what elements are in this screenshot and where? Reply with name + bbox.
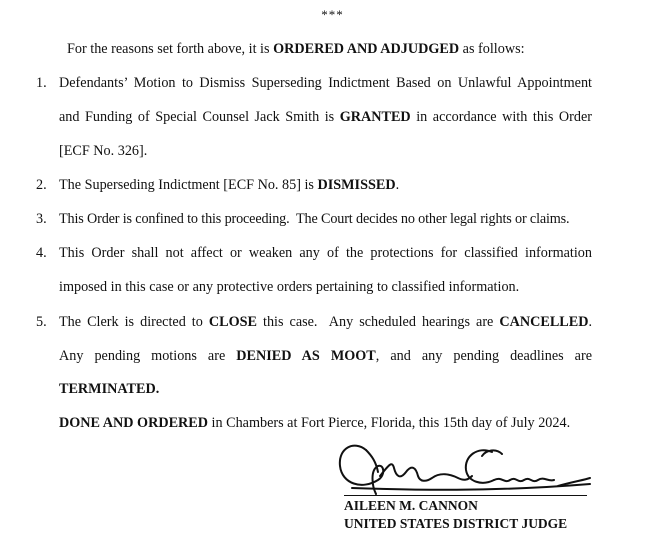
handwritten-signature xyxy=(332,432,597,502)
item-5-bold-close: CLOSE xyxy=(208,314,257,330)
item-number: 2. xyxy=(36,177,47,193)
signature-line xyxy=(344,495,587,496)
judge-title: UNITED STATES DISTRICT JUDGE xyxy=(344,516,568,531)
intro-text-before: For the reasons set forth above, it is xyxy=(67,41,274,57)
item-5-text-2: Any pending motions are xyxy=(59,348,237,364)
item-5-bold-terminated: TERMINATED xyxy=(59,381,156,397)
item-5-bold-cancelled: CANCELLED xyxy=(499,314,589,330)
item-number: 4. xyxy=(36,245,47,261)
intro-paragraph xyxy=(67,40,525,58)
item-1-line-1: Defendants’ Motion to Dismiss Superseding Indictment Based on Unlawful Appointment xyxy=(59,75,592,91)
item-3-line: This Order is confined to this proceeding. The Court decides no other legal rights or claims. xyxy=(59,211,570,227)
item-4-line-2: imposed in this case or any protective orders pertaining to classified information. xyxy=(59,279,520,295)
item-5-text: The Clerk is directed to xyxy=(59,314,209,330)
judge-name: AILEEN M. CANNON xyxy=(344,498,478,513)
item-1-line-3: [ECF No. 326]. xyxy=(59,143,148,159)
item-5-text-after: . xyxy=(588,314,593,330)
item-5-text-2-after: , and any pending deadlines are xyxy=(375,348,593,364)
item-2-text: The Superseding Indictment [ECF No. 85] is xyxy=(59,177,318,193)
item-5-line-2 xyxy=(59,347,592,365)
item-5-line-3 xyxy=(59,380,159,398)
item-number: 5. xyxy=(36,314,47,330)
item-5-line-1 xyxy=(59,313,592,331)
item-number: 1. xyxy=(36,75,47,91)
section-separator: *** xyxy=(321,7,344,22)
intro-bold: ORDERED AND ADJUDGED xyxy=(273,41,460,57)
signature-scribble xyxy=(332,432,597,502)
item-2-bold: DISMISSED xyxy=(317,177,396,193)
item-1-text: and Funding of Special Counsel Jack Smith is xyxy=(59,109,340,125)
item-4-line-1: This Order shall not affect or weaken any of the protections for classified information xyxy=(59,245,592,261)
closing-bold: DONE AND ORDERED xyxy=(59,415,208,431)
intro-text-after: as follows: xyxy=(459,41,525,57)
item-1-line-2 xyxy=(59,108,592,126)
closing-text: in Chambers at Fort Pierce, Florida, this 15th day of July 2024. xyxy=(207,415,571,431)
item-2-text-after: . xyxy=(395,177,400,193)
item-5-bold-denied: DENIED AS MOOT xyxy=(236,348,376,364)
item-number: 3. xyxy=(36,211,47,227)
closing-paragraph xyxy=(59,414,570,432)
item-5-text-3-after: . xyxy=(155,381,160,397)
item-1-text-after: in accordance with this Order xyxy=(410,109,592,125)
item-1-bold: GRANTED xyxy=(339,109,411,125)
item-2-line xyxy=(59,176,399,194)
item-5-text-mid: this case. Any scheduled hearings are xyxy=(256,314,500,330)
